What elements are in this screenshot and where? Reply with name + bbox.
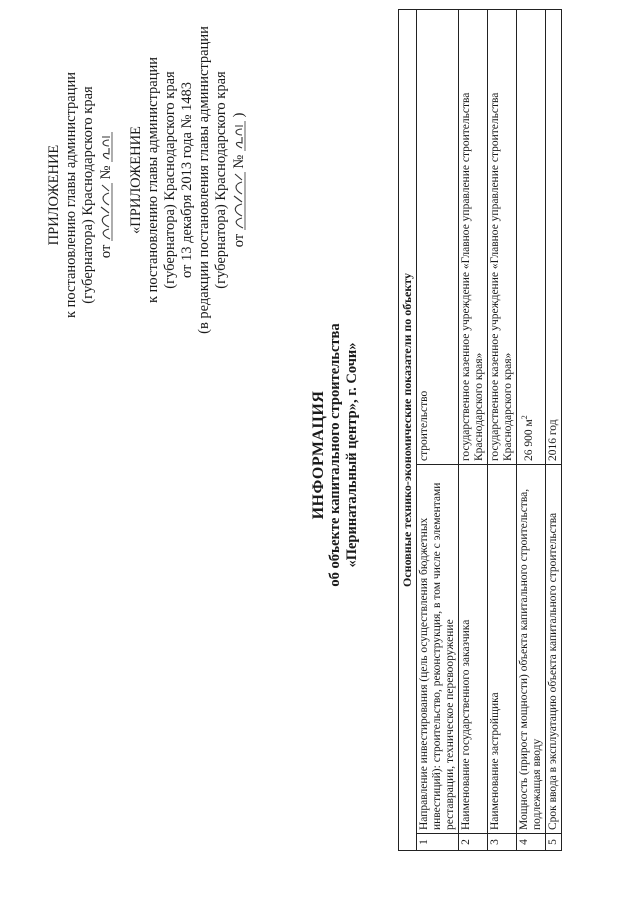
indicators-table-wrapper — [398, 9, 562, 851]
handwritten-date-signature — [230, 172, 247, 230]
indicator-value — [546, 10, 562, 465]
unit-superscript: 2 — [520, 415, 529, 420]
row-number: 5 — [546, 834, 562, 851]
indicator-value-text: 26 900 м — [522, 419, 535, 461]
prior-appendix-line: (губернатора) Краснодарского края — [213, 71, 229, 289]
prior-appendix-line: (в редакции постановления главы администрации — [196, 26, 212, 334]
indicator-label: Наименование застройщика — [488, 465, 517, 834]
prior-appendix-title: «ПРИЛОЖЕНИЕ — [128, 126, 144, 234]
appendix-title: ПРИЛОЖЕНИЕ — [46, 144, 62, 246]
appendix-date-line — [97, 30, 115, 360]
row-number: 1 — [417, 834, 459, 851]
indicator-value-text: государственное казенное учреждение «Главное управление строительства Краснодарского края» — [460, 92, 485, 461]
indicator-label: Направление инвестирования (цель осуществления бюджетных инвестиций): строительство, реконструкция, в том числе с элементами реставрации, техническое перевооружение — [417, 465, 459, 834]
indicator-label: Наименование государственного заказчика — [459, 465, 488, 834]
table-row — [459, 10, 488, 851]
indicator-value-text: строительство — [418, 390, 430, 461]
row-number: 4 — [517, 834, 546, 851]
prior-appendix-header — [128, 0, 248, 360]
date-prefix: от — [231, 233, 247, 248]
indicators-table — [398, 9, 562, 851]
indicator-value — [517, 10, 546, 465]
document-heading — [310, 255, 361, 655]
indicator-label: Мощность (прирост мощности) объекта капитального строительства, подлежащая вводу — [517, 465, 546, 834]
document-object-name: «Перинатальный центр», г. Сочи» — [344, 342, 360, 568]
table-row — [417, 10, 459, 851]
document-title: ИНФОРМАЦИЯ — [310, 390, 327, 520]
prior-appendix-date-line — [230, 0, 248, 360]
indicator-label: Срок ввода в эксплуатацию объекта капитального строительства — [546, 465, 562, 834]
table-section-title: Основные технико-экономические показатели по объекту — [399, 10, 417, 851]
prior-appendix-line: от 13 декабря 2013 года № 1483 — [179, 81, 195, 279]
table-section-row — [399, 10, 417, 851]
table-row — [546, 10, 562, 851]
appendix-header — [46, 30, 115, 360]
appendix-line: к постановлению главы администрации — [63, 71, 79, 319]
row-number: 3 — [488, 834, 517, 851]
prior-appendix-line: к постановлению главы администрации — [145, 56, 161, 304]
number-prefix: № — [231, 154, 247, 169]
handwritten-date-signature — [97, 183, 114, 241]
document-subtitle: об объекте капитального строительства — [327, 323, 343, 587]
prior-appendix-line: (губернатора) Краснодарского края — [162, 71, 178, 289]
indicator-value — [459, 10, 488, 465]
closing-paren: ) — [231, 112, 247, 118]
table-row — [517, 10, 546, 851]
indicator-value — [488, 10, 517, 465]
date-prefix: от — [98, 244, 114, 259]
handwritten-number-signature — [230, 121, 247, 151]
appendix-line: (губернатора) Краснодарского края — [80, 86, 96, 304]
indicator-value-text: 2016 год — [547, 419, 559, 461]
number-prefix: № — [98, 165, 114, 180]
indicator-value — [417, 10, 459, 465]
indicator-value-text: государственное казенное учреждение «Главное управление строительства Краснодарского края» — [489, 92, 514, 461]
row-number: 2 — [459, 834, 488, 851]
table-row — [488, 10, 517, 851]
handwritten-number-signature — [97, 132, 114, 162]
